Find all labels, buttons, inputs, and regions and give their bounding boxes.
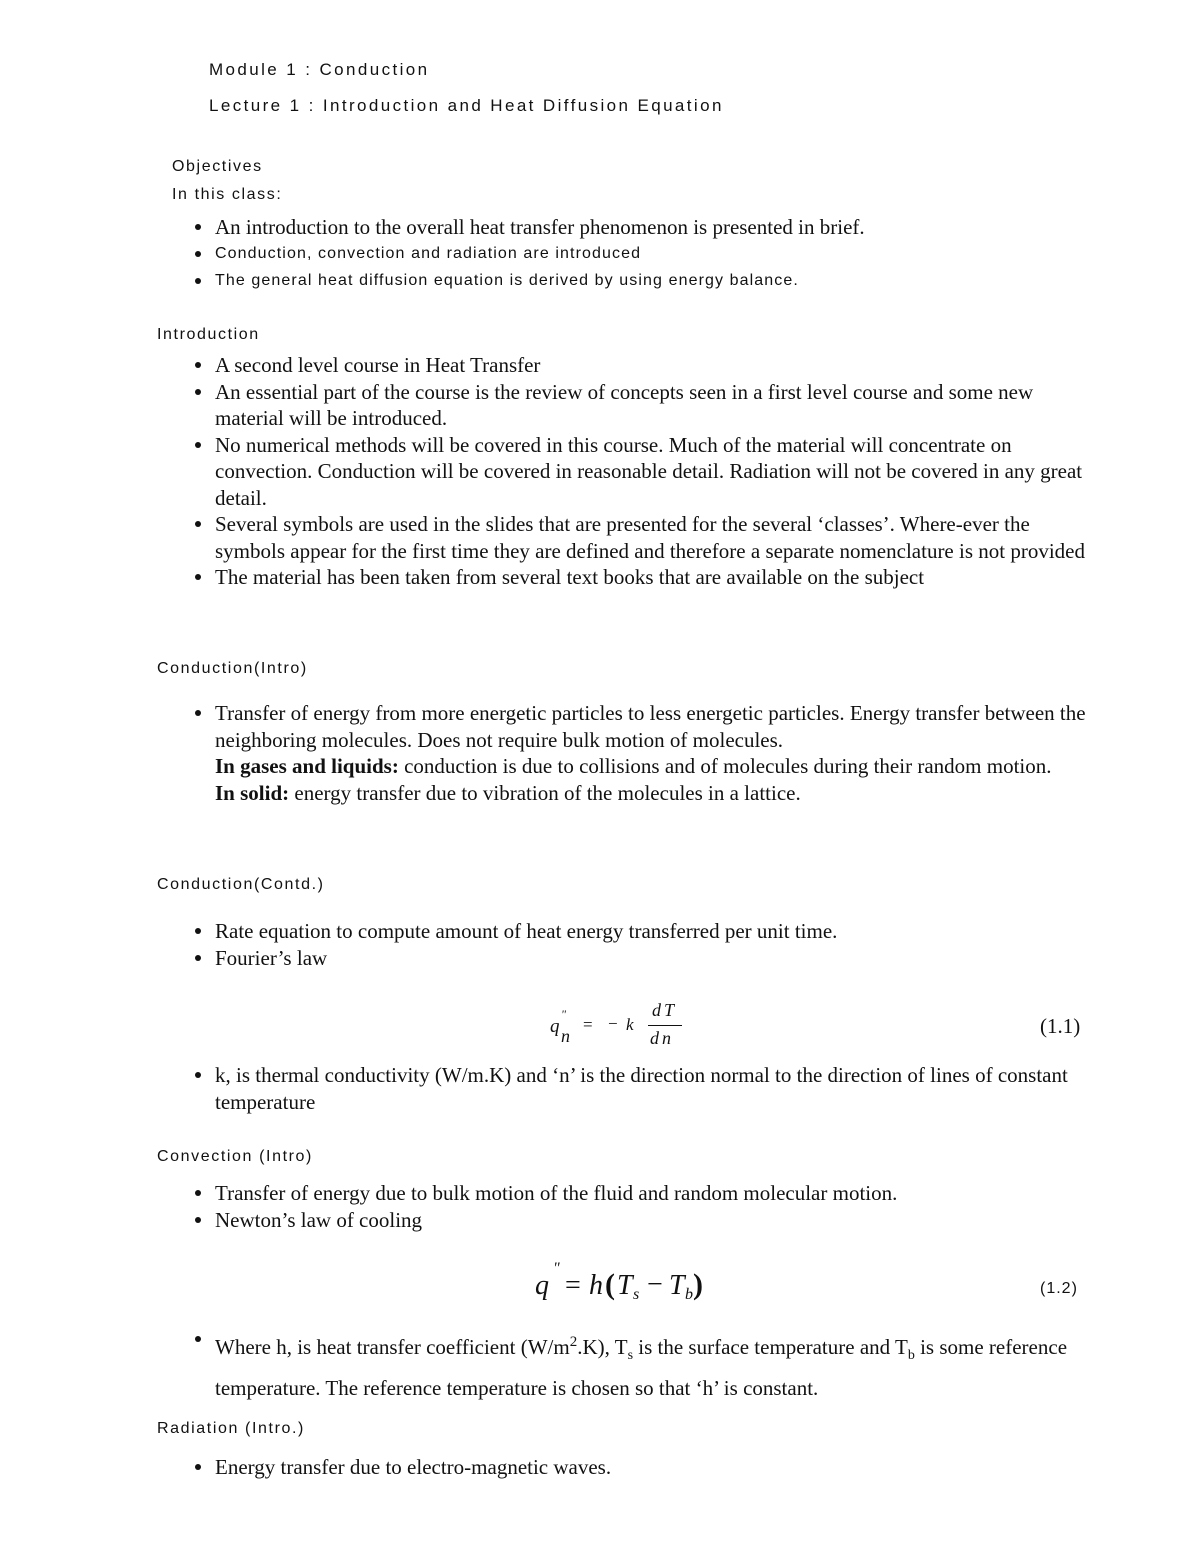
fraction-bar (648, 1025, 682, 1026)
convection-intro-list (157, 1180, 1097, 1233)
conduction-intro-text: Transfer of energy from more energetic particles to less energetic particles. Energy transfer between the neighboring molecules. Does not require bulk motion of molecules. (215, 701, 1086, 752)
radiation-intro-list (157, 1454, 1097, 1481)
eq-numerator: dT (652, 1000, 678, 1020)
list-item: k, is thermal conductivity (W/m.K) and ‘n’ is the direction normal to the direction of lines of constant temperature (157, 1062, 1097, 1115)
conduction-contd-heading: Conduction(Contd.) (157, 876, 325, 893)
eq-equals: = (583, 1015, 593, 1034)
eq-minus: − (608, 1014, 618, 1033)
objectives-list-sans (157, 240, 1097, 294)
list-item: No numerical methods will be covered in this course. Much of the material will concentrate on convection. Conduction will be covered in reasonable detail. Radiation will not be covered in any great detail. (157, 432, 1097, 512)
eq-q-sub: n (561, 1026, 570, 1046)
equation-number-1-1: (1.1) (1040, 1014, 1081, 1038)
htc-text-2: .K), T (577, 1335, 628, 1359)
eq2-lparen: ( (605, 1268, 615, 1301)
radiation-intro-heading: Radiation (Intro.) (157, 1420, 305, 1437)
list-item: Conduction, convection and radiation are introduced (157, 240, 1097, 267)
solid-label: In solid: (215, 780, 290, 805)
list-item: Fourier’s law (157, 945, 1097, 972)
eq2-Ts: T (617, 1270, 633, 1301)
gases-label: In gases and liquids: (215, 754, 399, 778)
subscript-s: s (627, 1348, 634, 1364)
eq2-rparen: ) (693, 1268, 703, 1301)
htc-text: Where h, is heat transfer coefficient (W/m (215, 1335, 570, 1359)
conduction-intro-heading: Conduction(Intro) (157, 660, 308, 677)
list-item: Energy transfer due to electro-magnetic waves. (157, 1454, 1097, 1481)
list-item: A second level course in Heat Transfer (157, 352, 1097, 379)
conduction-contd-list (157, 918, 1097, 971)
fourier-equation (550, 1000, 690, 1054)
eq2-q-sup: " (553, 1260, 560, 1277)
newton-equation (535, 1262, 735, 1312)
objectives-subheading: In this class: (172, 186, 283, 203)
htc-text-3: is the surface temperature and T (633, 1335, 908, 1359)
convection-intro-heading: Convection (Intro) (157, 1148, 313, 1165)
eq-k: k (626, 1015, 634, 1034)
gases-text: conduction is due to collisions and of molecules during their random motion. (398, 754, 1052, 778)
eq2-b-sub: b (685, 1286, 693, 1303)
eq2-h: h (589, 1270, 603, 1301)
eq-q-sup: " (561, 1007, 567, 1021)
subscript-b: b (907, 1348, 915, 1364)
list-item: Several symbols are used in the slides that are presented for the several ‘classes’. Where-ever the symbols appear for the first time they are defined and therefore a separate nomenclature is not provided (157, 511, 1097, 564)
convection-after-list (157, 1326, 1107, 1404)
eq-denominator: dn (650, 1028, 674, 1048)
eq2-Tb: T (669, 1270, 685, 1301)
list-item: An introduction to the overall heat transfer phenomenon is presented in brief. (157, 214, 1097, 241)
list-item: The material has been taken from several text books that are available on the subject (157, 564, 1097, 591)
list-item: Rate equation to compute amount of heat energy transferred per unit time. (157, 918, 1097, 945)
eq-q: q (550, 1016, 560, 1037)
solid-text: energy transfer due to vibration of the molecules in a lattice. (289, 780, 801, 805)
list-item (157, 700, 1097, 806)
equation-number-1-2: (1.2) (1040, 1280, 1078, 1297)
htc-text-4: is some reference temperature. The reference temperature is chosen so that ‘h’ is constant. (215, 1335, 1068, 1401)
list-item (157, 1326, 1107, 1404)
conduction-contd-after-list (157, 1062, 1097, 1115)
list-item: Transfer of energy due to bulk motion of the fluid and random molecular motion. (157, 1180, 1097, 1207)
module-title: Module 1 : Conduction (209, 60, 430, 79)
introduction-list (157, 352, 1097, 591)
exponent: 2 (569, 1334, 578, 1350)
lecture-title: Lecture 1 : Introduction and Heat Diffusion Equation (209, 96, 724, 115)
conduction-intro-list (157, 700, 1097, 806)
list-item: Newton’s law of cooling (157, 1207, 1097, 1234)
list-item: The general heat diffusion equation is derived by using energy balance. (157, 267, 1097, 294)
eq2-equals: = (565, 1270, 581, 1301)
introduction-heading: Introduction (157, 326, 260, 343)
objectives-heading: Objectives (172, 158, 263, 175)
eq2-q: q (535, 1270, 549, 1301)
list-item: An essential part of the course is the review of concepts seen in a first level course and some new material will be introduced. (157, 379, 1097, 432)
eq2-minus: − (647, 1269, 663, 1300)
objectives-list (157, 214, 1097, 241)
eq2-s-sub: s (633, 1286, 640, 1303)
